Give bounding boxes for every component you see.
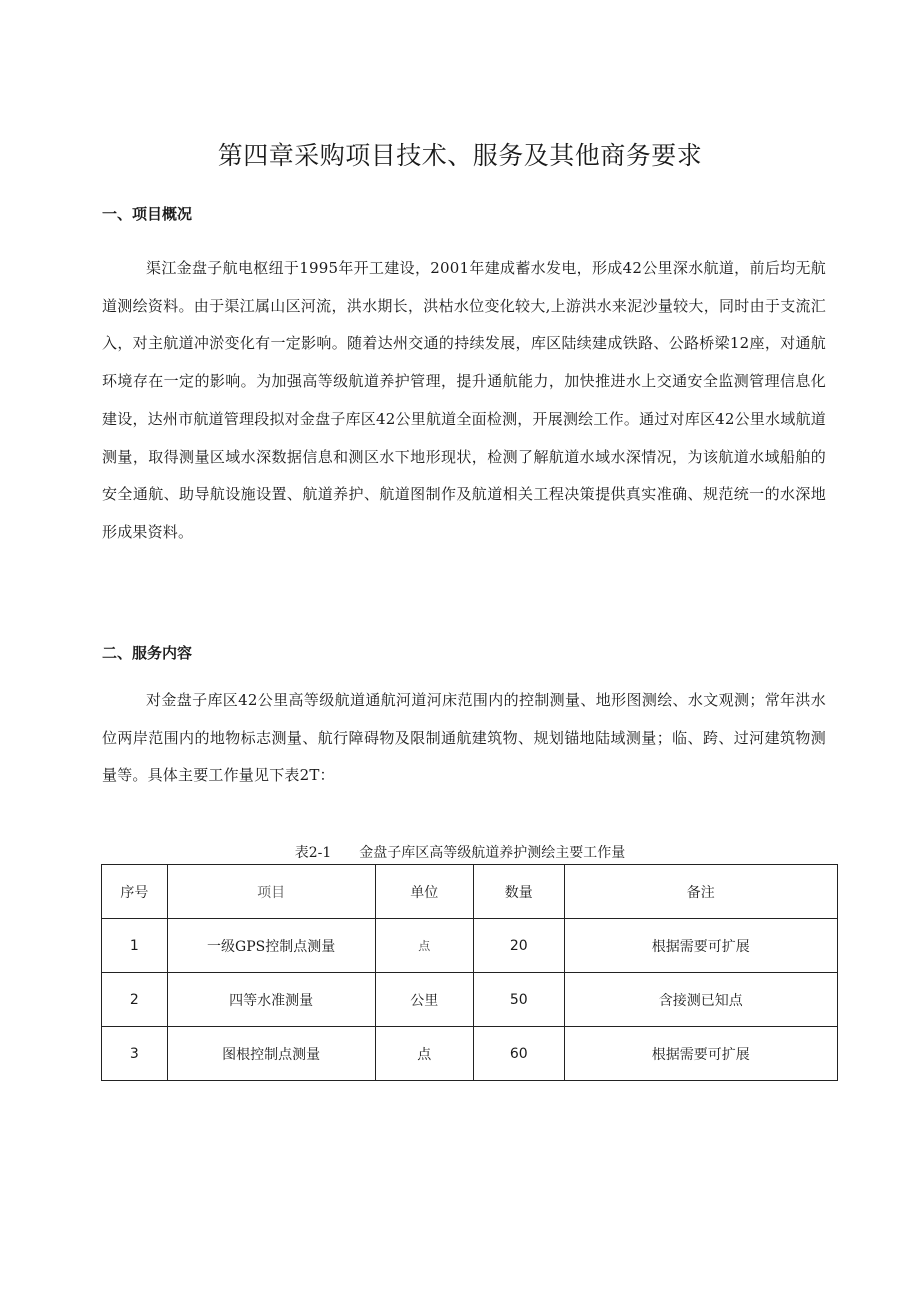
table-header-row [102,865,838,919]
table-row [102,919,838,973]
table-caption [0,843,920,863]
overview-paragraph: 渠江金盘子航电枢纽于1995年开工建设，2001年建成蓄水发电，形成42公里深水航道，前后均无航道测绘资料。由于渠江属山区河流，洪水期长，洪枯水位变化较大,上游洪水来泥沙量较大，同时由于支流汇入，对主航道冲淤变化有一定影响。随着达州交通的持续发展，库区陆续建成铁路、公路桥梁12座，对通航环境存在一定的影响。为加强高等级航道养护管理，提升通航能力，加快推进水上交通安全监测管理信息化建设，达州市航道管理段拟对金盘子库区42公里航道全面检测，开展测绘工作。通过对库区42公里水域航道测量，取得测量区域水深数据信息和测区水下地形现状，检测了解航道水域水深情况，为该航道水域船舶的安全通航、助导航设施设置、航道养护、航道图制作及航道相关工程决策提供真实准确、规范统一的水深地形成果资料。 [102,259,826,541]
row-note: 含接测已知点 [564,973,837,1027]
workload-table [101,864,838,1081]
section-heading-services: 二、服务内容 [102,644,193,662]
row-item: 一级GPS控制点测量 [167,919,375,973]
table-row [102,973,838,1027]
row-note: 根据需要可扩展 [564,1027,837,1081]
page-title: 第四章采购项目技术、服务及其他商务要求 [217,141,703,170]
row-unit: 点 [375,919,473,973]
header-item: 项目 [167,865,375,919]
row-unit: 公里 [375,973,473,1027]
row-qty: 20 [474,919,565,973]
header-unit: 单位 [375,865,473,919]
header-note: 备注 [564,865,837,919]
table-caption-text: 金盘子库区高等级航道养护测绘主要工作量 [359,845,626,861]
section-heading-overview: 一、项目概况 [102,205,193,223]
row-item: 四等水准测量 [167,973,375,1027]
header-no: 序号 [102,865,168,919]
row-note: 根据需要可扩展 [564,919,837,973]
row-qty: 60 [474,1027,565,1081]
table-caption-number: 表2-1 [294,845,332,861]
header-qty: 数量 [474,865,565,919]
row-unit: 点 [375,1027,473,1081]
row-item: 图根控制点测量 [167,1027,375,1081]
row-no: 1 [102,919,168,973]
services-paragraph: 对金盘子库区42公里高等级航道通航河道河床范围内的控制测量、地形图测绘、水文观测；常年洪水位两岸范围内的地物标志测量、航行障碍物及限制通航建筑物、规划锚地陆域测量；临、跨、过河建筑物测量等。具体主要工作量见下表2T： [102,691,826,785]
row-qty: 50 [474,973,565,1027]
row-no: 3 [102,1027,168,1081]
table-row [102,1027,838,1081]
row-no: 2 [102,973,168,1027]
